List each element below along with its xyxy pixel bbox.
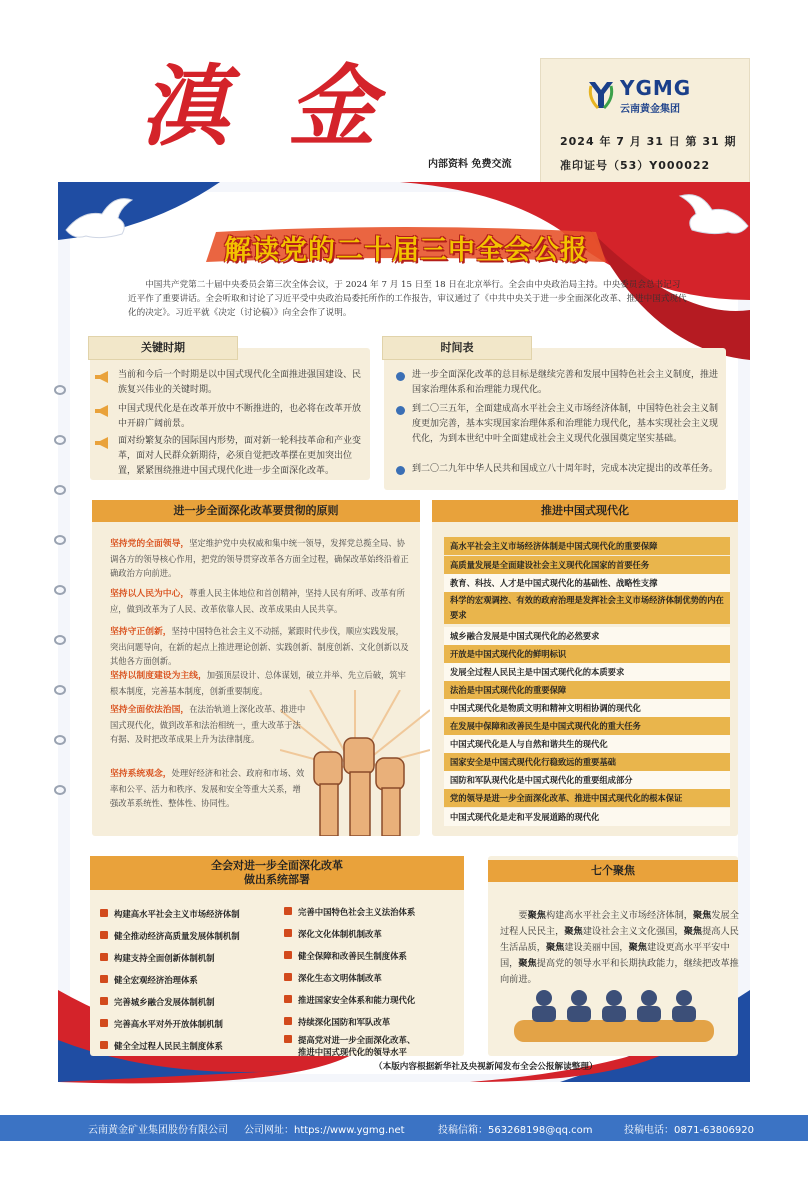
modernization-item: 国防和军队现代化是中国式现代化的重要组成部分	[444, 771, 730, 789]
modernization-item: 开放是中国式现代化的鲜明标识	[444, 645, 730, 663]
system-item-right: 推进国家安全体系和能力现代化	[298, 994, 415, 1006]
bullet-dot-icon	[396, 406, 405, 415]
system-item-left: 构建支持全面创新体制机制	[114, 952, 215, 964]
principles-heading: 进一步全面深化改革要贯彻的原则	[92, 500, 420, 522]
seven-focus-heading: 七个聚焦	[488, 860, 738, 882]
modernization-item: 教育、科技、人才是中国式现代化的基础性、战略性支撑	[444, 574, 730, 592]
bullet-square-icon	[284, 973, 292, 981]
bullet-square-icon	[284, 951, 292, 959]
modernization-item: 高水平社会主义市场经济体制是中国式现代化的重要保障	[444, 537, 730, 555]
masthead-title: 滇金	[140, 54, 437, 158]
principle-item: 坚持全面依法治国，在法治轨道上深化改革、推进中国式现代化，做到改革和法治相统一，重大改革于法有据、及时把改革成果上升为法律制度。	[110, 704, 306, 744]
bullet-square-icon	[100, 953, 108, 961]
bullet-square-icon	[100, 931, 108, 939]
key-period-item: 当前和今后一个时期是以中国式现代化全面推进强国建设、民族复兴伟业的关键时期。	[118, 368, 364, 398]
key-period-item: 面对纷繁复杂的国际国内形势，面对新一轮科技革命和产业变革，面对人民群众新期待，必须自觉把改革摆在更加突出位置，紧紧围绕推进中国式现代化进一步全面深化改革。	[118, 434, 364, 479]
company-logo	[586, 76, 716, 120]
megaphone-icon	[94, 436, 112, 450]
modernization-item: 党的领导是进一步全面深化改革、推进中国式现代化的根本保证	[444, 789, 730, 807]
system-item-right: 健全保障和改善民生制度体系	[298, 950, 407, 962]
bullet-square-icon	[284, 1035, 292, 1043]
system-item-left: 完善城乡融合发展体制机制	[114, 996, 215, 1008]
source-footnote: （本版内容根据新华社及央视新闻发布全会公报解读整理）	[374, 1062, 598, 1072]
system-item-right: 提高党对进一步全面深化改革、	[298, 1034, 415, 1046]
bullet-square-icon	[100, 1019, 108, 1027]
timeline-item: 到二〇二九年中华人民共和国成立八十周年时，完成本决定提出的改革任务。	[412, 462, 722, 477]
footer-company: 云南黄金矿业集团股份有限公司	[88, 1125, 228, 1136]
bullet-square-icon	[100, 1041, 108, 1049]
bullet-square-icon	[284, 907, 292, 915]
ygmg-logo-icon	[586, 78, 616, 112]
modernization-item: 中国式现代化是走和平发展道路的现代化	[444, 808, 730, 826]
headline: 解读党的二十届三中全会公报	[224, 235, 588, 266]
logo-brand: YGMG	[620, 76, 692, 100]
modernization-heading: 推进中国式现代化	[432, 500, 738, 522]
meeting-illustration	[514, 986, 714, 1042]
intro-paragraph: 中国共产党第二十届中央委员会第三次全体会议，于 2024 年 7 月 15 日至 18 日在北京举行。全会由中央政治局主持。中央委员会总书记习近平作了重要讲话。全会听取和讨论了习近平受中央政治局委托所作的工作报告，审议通过了《中共中央关于进一步全面深化改革、推进中国式现代化的决定》。习近平就《决定（讨论稿）》向全会作了说明。	[128, 280, 687, 318]
internal-note: 内部资料 免费交流	[428, 159, 512, 170]
bullet-square-icon	[284, 995, 292, 1003]
system-item-left: 健全宏观经济治理体系	[114, 974, 198, 986]
modernization-item: 发展全过程人民民主是中国式现代化的本质要求	[444, 663, 730, 681]
key-period-heading: 关键时期	[88, 336, 238, 360]
bullet-square-icon	[100, 997, 108, 1005]
system-item-left: 健全全过程人民民主制度体系	[114, 1040, 223, 1052]
key-period-item: 中国式现代化是在改革开放中不断推进的，也必将在改革开放中开辟广阔前景。	[118, 402, 364, 432]
system-item-left: 完善高水平对外开放体制机制	[114, 1018, 223, 1030]
modernization-item: 国家安全是中国式现代化行稳致远的重要基础	[444, 753, 730, 771]
principle-item: 坚持以制度建设为主线，加强顶层设计、总体谋划，破立并举、先立后破，筑牢根本制度，完善基本制度，创新重要制度。	[110, 670, 406, 696]
bullet-square-icon	[284, 929, 292, 937]
principle-item: 坚持守正创新，坚持中国特色社会主义不动摇，紧跟时代步伐，顺应实践发展，突出问题导向，在新的起点上推进理论创新、实践创新、制度创新、文化创新以及其他各方面创新。	[110, 626, 409, 666]
bullet-square-icon	[284, 1017, 292, 1025]
modernization-item: 中国式现代化是物质文明和精神文明相协调的现代化	[444, 699, 730, 717]
modernization-item: 法治是中国式现代化的重要保障	[444, 681, 730, 699]
system-item-right: 完善中国特色社会主义法治体系	[298, 906, 415, 918]
system-item-left: 构建高水平社会主义市场经济体制	[114, 908, 240, 920]
issue-date: 2024 年 7 月 31 日 第 31 期	[560, 135, 737, 148]
bullet-dot-icon	[396, 372, 405, 381]
system-item-right: 深化生态文明体制改革	[298, 972, 382, 984]
system-item-left: 健全推动经济高质量发展体制机制	[114, 930, 240, 942]
binding-rings	[52, 380, 68, 940]
bullet-square-icon	[100, 909, 108, 917]
system-item-right: 深化文化体制机制改革	[298, 928, 382, 940]
system-item-right: 持续深化国防和军队改革	[298, 1016, 390, 1028]
footer-phone: 投稿电话：0871-63806920	[624, 1125, 754, 1136]
footer-website[interactable]: 公司网址：https://www.ygmg.net	[244, 1125, 405, 1136]
modernization-item: 在发展中保障和改善民生是中国式现代化的重大任务	[444, 717, 730, 735]
modernization-item: 高质量发展是全面建设社会主义现代化国家的首要任务	[444, 556, 730, 574]
system-heading: 全会对进一步全面深化改革 做出系统部署	[90, 856, 464, 890]
seven-focus-text: 要聚焦构建高水平社会主义市场经济体制，聚焦发展全过程人民民主，聚焦建设社会主义文化强国，聚焦提高人民生活品质，聚焦建设美丽中国，聚焦建设更高水平平安中国，聚焦提高党的领导水平和长期执政能力，继续把改革推向前进。	[500, 910, 739, 985]
logo-company-name: 云南黄金集团	[620, 104, 680, 115]
timeline-item: 到二〇三五年，全面建成高水平社会主义市场经济体制，中国特色社会主义制度更加完善，基本实现国家治理体系和治理能力现代化，基本实现社会主义现代化，为到本世纪中叶全面建成社会主义现代化强国奠定坚实基础。	[412, 402, 722, 447]
system-item-right: 推进中国式现代化的领导水平	[298, 1047, 407, 1057]
principle-item: 坚持系统观念，处理好经济和社会、政府和市场、效率和公平、活力和秩序、发展和安全等重大关系，增强改革系统性、整体性、协同性。	[110, 768, 305, 808]
dove-left-icon	[62, 190, 138, 246]
timeline-heading: 时间表	[382, 336, 532, 360]
principle-item: 坚持党的全面领导，坚定维护党中央权威和集中统一领导，发挥党总揽全局、协调各方的领导核心作用，把党的领导贯穿改革各方面全过程，确保改革始终沿着正确政治方向前进。	[110, 538, 409, 578]
timeline-item: 进一步全面深化改革的总目标是继续完善和发展中国特色社会主义制度，推进国家治理体系和治理能力现代化。	[412, 368, 722, 398]
modernization-item: 科学的宏观调控、有效的政府治理是发挥社会主义市场经济体制优势的内在要求	[444, 592, 730, 624]
modernization-item: 城乡融合发展是中国式现代化的必然要求	[444, 627, 730, 645]
principle-item: 坚持以人民为中心，尊重人民主体地位和首创精神，坚持人民有所呼、改革有所应，做到改革为了人民、改革依靠人民、改革成果由人民共享。	[110, 588, 405, 614]
bullet-square-icon	[100, 975, 108, 983]
modernization-item: 中国式现代化是人与自然和谐共生的现代化	[444, 735, 730, 753]
megaphone-icon	[94, 370, 112, 384]
bullet-dot-icon	[396, 466, 405, 475]
print-permit: 准印证号（53）Y000022	[560, 159, 711, 172]
dove-right-icon	[672, 186, 752, 246]
megaphone-icon	[94, 404, 112, 418]
footer-email[interactable]: 投稿信箱：563268198@qq.com	[438, 1125, 593, 1136]
